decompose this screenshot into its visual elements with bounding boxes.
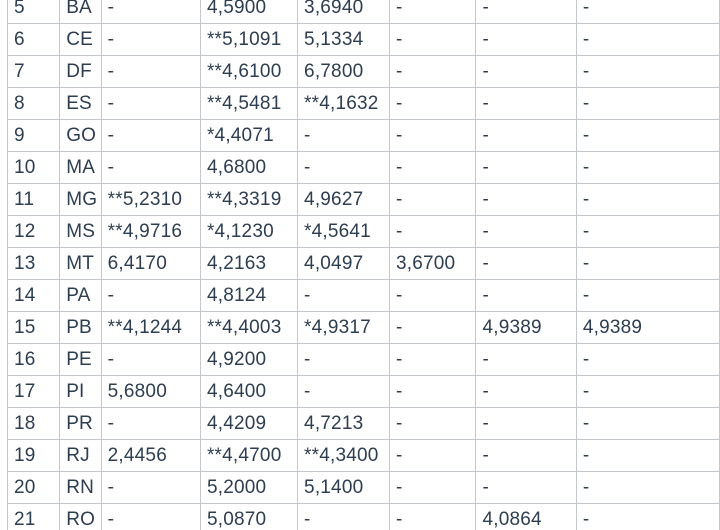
value-cell: **4,1244 xyxy=(101,312,200,344)
state-code-cell: PI xyxy=(60,376,101,408)
value-cell: - xyxy=(390,88,476,120)
value-cell: - xyxy=(390,408,476,440)
value-cell: 4,2163 xyxy=(200,248,297,280)
state-code-cell: GO xyxy=(60,120,101,152)
value-cell: 3,6700 xyxy=(390,248,476,280)
table-row xyxy=(8,24,720,56)
value-cell: - xyxy=(298,120,390,152)
value-cell: 4,9389 xyxy=(576,312,719,344)
row-number-cell: 20 xyxy=(8,472,60,504)
value-cell: - xyxy=(576,88,719,120)
data-table xyxy=(7,0,720,530)
value-cell: *4,9317 xyxy=(298,312,390,344)
value-cell: - xyxy=(476,184,576,216)
value-cell: - xyxy=(101,24,200,56)
value-cell: 4,0497 xyxy=(298,248,390,280)
value-cell: *4,5641 xyxy=(298,216,390,248)
value-cell: - xyxy=(101,120,200,152)
state-code-cell: DF xyxy=(60,56,101,88)
row-number-cell: 21 xyxy=(8,504,60,530)
value-cell: - xyxy=(476,248,576,280)
value-cell: - xyxy=(576,408,719,440)
value-cell: - xyxy=(576,56,719,88)
state-code-cell: RO xyxy=(60,504,101,530)
value-cell: - xyxy=(298,376,390,408)
table-row xyxy=(8,504,720,530)
state-code-cell: PR xyxy=(60,408,101,440)
table-row xyxy=(8,440,720,472)
value-cell: 5,1400 xyxy=(298,472,390,504)
value-cell: - xyxy=(101,0,200,24)
value-cell: - xyxy=(390,280,476,312)
value-cell: - xyxy=(101,280,200,312)
value-cell: - xyxy=(476,408,576,440)
row-number-cell: 18 xyxy=(8,408,60,440)
value-cell: - xyxy=(576,472,719,504)
value-cell: - xyxy=(576,216,719,248)
row-number-cell: 13 xyxy=(8,248,60,280)
value-cell: - xyxy=(576,344,719,376)
value-cell: 4,0864 xyxy=(476,504,576,530)
value-cell: - xyxy=(390,120,476,152)
table-row xyxy=(8,120,720,152)
value-cell: - xyxy=(476,472,576,504)
value-cell: - xyxy=(476,88,576,120)
value-cell: - xyxy=(476,216,576,248)
row-number-cell: 7 xyxy=(8,56,60,88)
table-row xyxy=(8,216,720,248)
value-cell: 5,2000 xyxy=(200,472,297,504)
value-cell: - xyxy=(298,152,390,184)
table-row xyxy=(8,408,720,440)
value-cell: - xyxy=(101,344,200,376)
value-cell: - xyxy=(390,184,476,216)
value-cell: - xyxy=(101,504,200,530)
table-body xyxy=(8,0,720,530)
table-row xyxy=(8,344,720,376)
row-number-cell: 14 xyxy=(8,280,60,312)
value-cell: **4,6100 xyxy=(200,56,297,88)
table-row xyxy=(8,56,720,88)
state-code-cell: PA xyxy=(60,280,101,312)
table-row xyxy=(8,376,720,408)
state-code-cell: RJ xyxy=(60,440,101,472)
value-cell: - xyxy=(298,504,390,530)
row-number-cell: 9 xyxy=(8,120,60,152)
value-cell: 4,9200 xyxy=(200,344,297,376)
state-code-cell: MA xyxy=(60,152,101,184)
value-cell: - xyxy=(476,344,576,376)
table-row xyxy=(8,88,720,120)
value-cell: **4,5481 xyxy=(200,88,297,120)
value-cell: - xyxy=(476,440,576,472)
row-number-cell: 6 xyxy=(8,24,60,56)
state-code-cell: RN xyxy=(60,472,101,504)
value-cell: - xyxy=(101,408,200,440)
value-cell: - xyxy=(476,376,576,408)
value-cell: **5,2310 xyxy=(101,184,200,216)
value-cell: 4,5900 xyxy=(200,0,297,24)
row-number-cell: 16 xyxy=(8,344,60,376)
value-cell: - xyxy=(576,248,719,280)
value-cell: 4,9627 xyxy=(298,184,390,216)
value-cell: 5,6800 xyxy=(101,376,200,408)
value-cell: 4,4209 xyxy=(200,408,297,440)
value-cell: - xyxy=(576,440,719,472)
table-row xyxy=(8,184,720,216)
value-cell: - xyxy=(576,184,719,216)
value-cell: 4,7213 xyxy=(298,408,390,440)
value-cell: - xyxy=(476,152,576,184)
value-cell: 3,6940 xyxy=(298,0,390,24)
value-cell: - xyxy=(476,120,576,152)
value-cell: - xyxy=(390,216,476,248)
value-cell: 4,9389 xyxy=(476,312,576,344)
value-cell: - xyxy=(101,56,200,88)
table-row xyxy=(8,152,720,184)
value-cell: 4,6800 xyxy=(200,152,297,184)
value-cell: 4,6400 xyxy=(200,376,297,408)
value-cell: 5,0870 xyxy=(200,504,297,530)
value-cell: - xyxy=(576,376,719,408)
value-cell: - xyxy=(390,344,476,376)
value-cell: - xyxy=(101,88,200,120)
table-row xyxy=(8,0,720,24)
value-cell: - xyxy=(576,152,719,184)
table-row xyxy=(8,280,720,312)
row-number-cell: 11 xyxy=(8,184,60,216)
value-cell: - xyxy=(390,312,476,344)
row-number-cell: 10 xyxy=(8,152,60,184)
value-cell: *4,1230 xyxy=(200,216,297,248)
table-row xyxy=(8,472,720,504)
row-number-cell: 17 xyxy=(8,376,60,408)
state-code-cell: PE xyxy=(60,344,101,376)
state-code-cell: MS xyxy=(60,216,101,248)
row-number-cell: 5 xyxy=(8,0,60,24)
value-cell: 2,4456 xyxy=(101,440,200,472)
state-code-cell: MT xyxy=(60,248,101,280)
value-cell: - xyxy=(576,120,719,152)
value-cell: - xyxy=(390,0,476,24)
value-cell: - xyxy=(576,24,719,56)
value-cell: - xyxy=(576,0,719,24)
value-cell: - xyxy=(298,344,390,376)
value-cell: - xyxy=(476,280,576,312)
value-cell: **4,3319 xyxy=(200,184,297,216)
value-cell: - xyxy=(390,56,476,88)
value-cell: - xyxy=(101,152,200,184)
state-code-cell: MG xyxy=(60,184,101,216)
value-cell: 5,1334 xyxy=(298,24,390,56)
value-cell: - xyxy=(576,280,719,312)
value-cell: - xyxy=(298,280,390,312)
value-cell: - xyxy=(390,24,476,56)
value-cell: **4,3400 xyxy=(298,440,390,472)
value-cell: 6,7800 xyxy=(298,56,390,88)
table-row xyxy=(8,248,720,280)
value-cell: **5,1091 xyxy=(200,24,297,56)
value-cell: **4,4003 xyxy=(200,312,297,344)
row-number-cell: 12 xyxy=(8,216,60,248)
value-cell: - xyxy=(390,152,476,184)
value-cell: *4,4071 xyxy=(200,120,297,152)
value-cell: **4,9716 xyxy=(101,216,200,248)
value-cell: **4,1632 xyxy=(298,88,390,120)
table-row xyxy=(8,312,720,344)
value-cell: - xyxy=(476,0,576,24)
value-cell: - xyxy=(476,24,576,56)
row-number-cell: 8 xyxy=(8,88,60,120)
value-cell: - xyxy=(390,376,476,408)
value-cell: - xyxy=(101,472,200,504)
value-cell: 6,4170 xyxy=(101,248,200,280)
state-code-cell: CE xyxy=(60,24,101,56)
value-cell: - xyxy=(576,504,719,530)
value-cell: - xyxy=(390,504,476,530)
value-cell: 4,8124 xyxy=(200,280,297,312)
value-cell: - xyxy=(476,56,576,88)
value-cell: - xyxy=(390,472,476,504)
value-cell: - xyxy=(390,440,476,472)
value-cell: **4,4700 xyxy=(200,440,297,472)
row-number-cell: 19 xyxy=(8,440,60,472)
state-code-cell: BA xyxy=(60,0,101,24)
state-code-cell: PB xyxy=(60,312,101,344)
state-code-cell: ES xyxy=(60,88,101,120)
row-number-cell: 15 xyxy=(8,312,60,344)
